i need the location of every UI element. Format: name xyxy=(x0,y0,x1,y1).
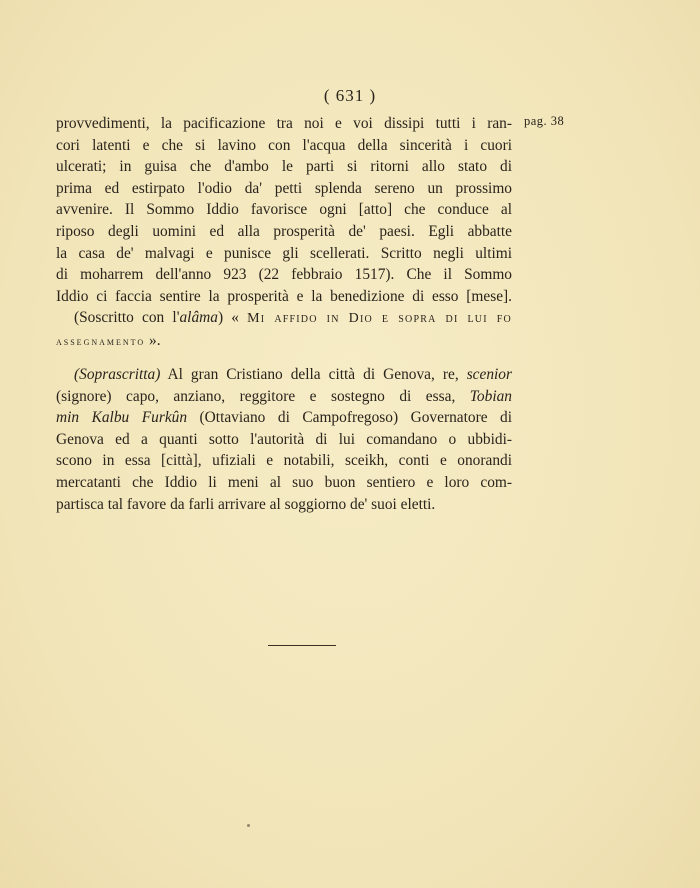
margin-page-reference: pag. 38 xyxy=(524,114,565,128)
text-span: (signore) capo, anziano, reggitore e sostegno di essa, xyxy=(56,387,470,405)
text-span: Al gran Cristiano della città di Genova, re, xyxy=(160,366,467,383)
tobian-term: Tobian xyxy=(469,387,512,405)
kalbu-furkun-term: min Kalbu Furkûn xyxy=(56,409,188,427)
text-line: prima ed estirpato l'odio da' petti splenda sereno un prossimo xyxy=(56,179,512,197)
text-line: partisca tal favore da farli arrivare al soggiorno de' suoi eletti. xyxy=(56,495,436,513)
text-line: Iddio ci faccia sentire la prosperità e la benedizione di esso [mese]. xyxy=(56,287,512,305)
text-line: avvenire. Il Sommo Iddio favorisce ogni [atto] che conduce al xyxy=(56,201,512,219)
text-span: (Ottaviano di Campofregoso) Governatore di xyxy=(187,409,513,427)
alama-term: alâma xyxy=(179,309,218,327)
text-line xyxy=(56,407,512,429)
text-line: cori latenti e che si lavino con l'acqua della sincerità i cuori xyxy=(56,136,512,154)
scenior-term: scenior xyxy=(466,366,512,383)
signature-prefix: (Soscritto con l' xyxy=(74,309,180,327)
signature-quote-close: ». xyxy=(145,331,161,349)
text-line: provvedimenti, la pacificazione tra noi e voi dissipi tutti i ran- xyxy=(56,115,512,132)
text-line: riposo degli uomini ed alla prosperità de' paesi. Egli abbatte xyxy=(56,222,512,240)
seal-motto-end: assegnamento xyxy=(56,335,146,348)
section-divider xyxy=(268,645,336,646)
text-line: ulcerati; in guisa che d'ambo le parti si ritorni allo stato di xyxy=(56,158,512,176)
letter-paragraph xyxy=(56,113,512,354)
address-paragraph xyxy=(56,364,512,515)
seal-motto: Mi affido in Dio e sopra di lui fo xyxy=(247,311,512,327)
text-line: di moharrem dell'anno 923 (22 febbraio 1517). Che il Sommo xyxy=(56,266,512,284)
signature-line-end xyxy=(56,330,512,354)
text-line: Genova ed a quanti sotto l'autorità di lui comandano o ubbidi- xyxy=(56,430,512,448)
text-line xyxy=(56,386,512,408)
text-line: mercatanti che Iddio li meni al suo buon sentiero e loro com- xyxy=(56,473,512,491)
signature-quote-open: ) « xyxy=(217,309,248,327)
page-number: ( 631 ) xyxy=(323,86,377,105)
text-line: scono in essa [città], ufiziali e notabili, sceikh, conti e onorandi xyxy=(56,452,512,470)
text-line xyxy=(56,364,512,386)
paper-speck xyxy=(247,824,250,827)
signature-line xyxy=(56,307,512,330)
text-line: la casa de' malvagi e punisce gli scellerati. Scritto negli ultimi xyxy=(56,244,512,262)
soprascritta-label: (Soprascritta) xyxy=(74,366,161,383)
